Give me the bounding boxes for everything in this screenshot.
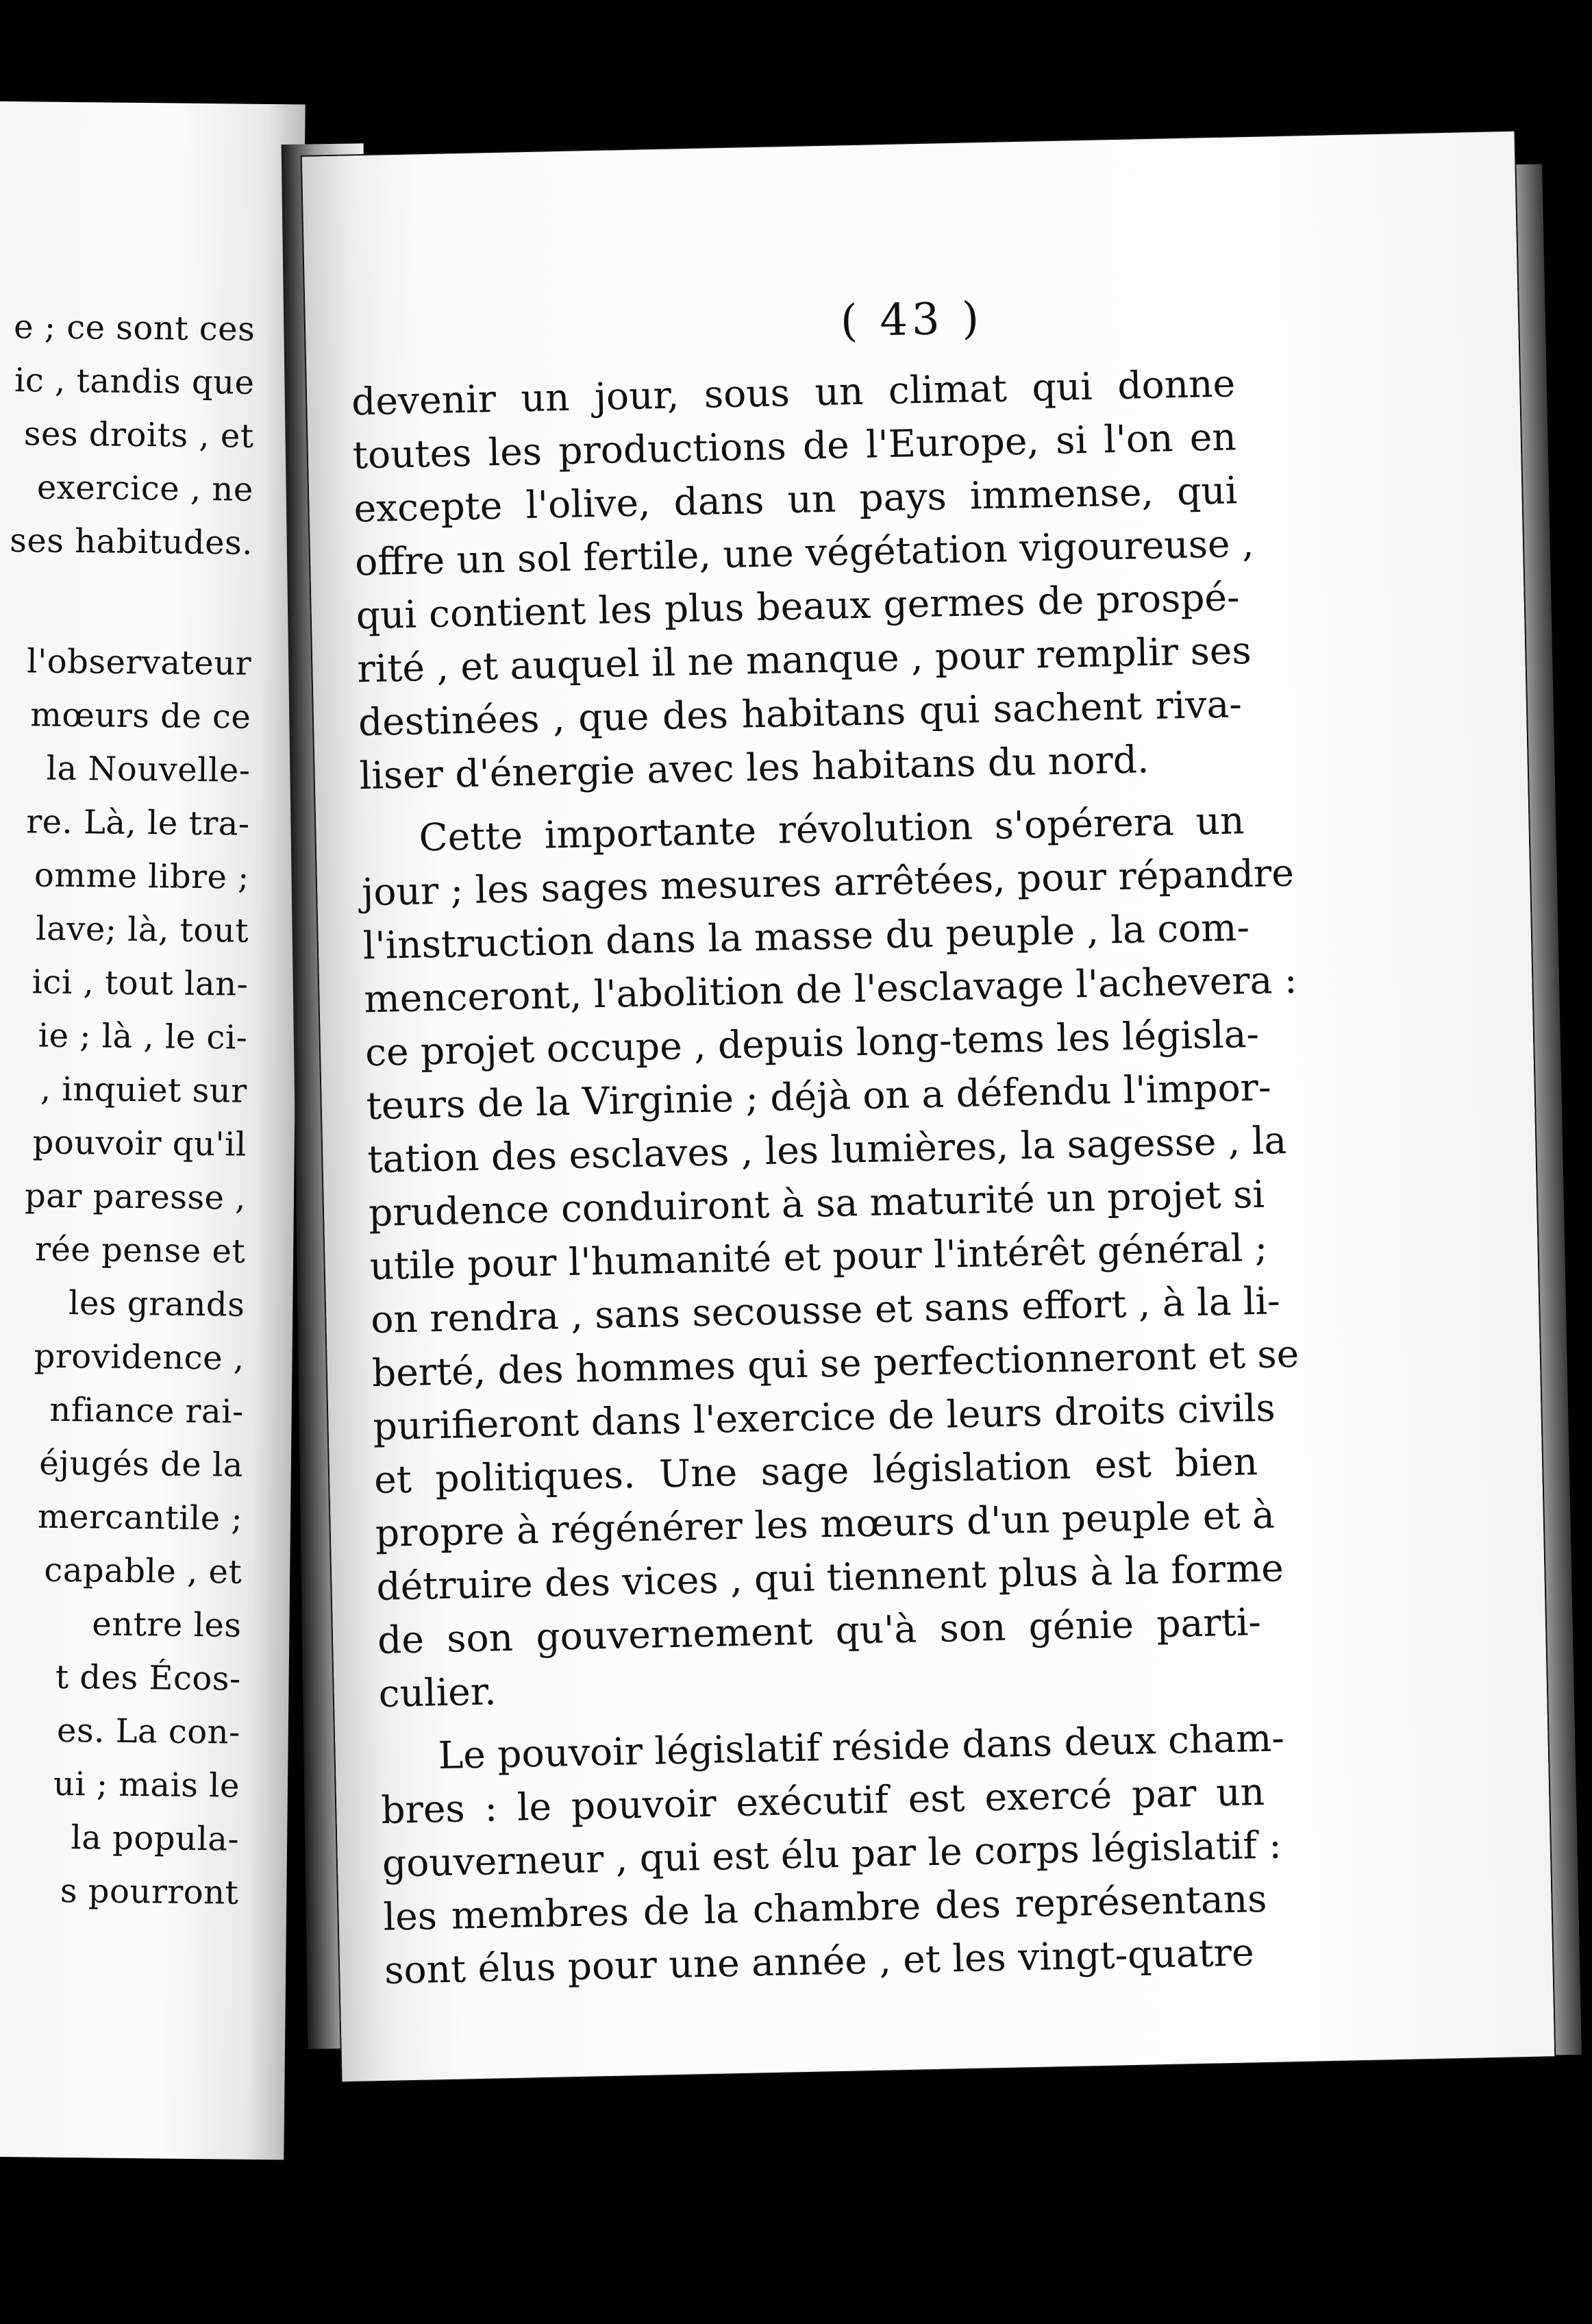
left-page-line: , inquiet sur bbox=[40, 1070, 247, 1111]
paragraph bbox=[351, 356, 1255, 802]
text-line: purifieront dans l'exercice de leurs droits civils bbox=[372, 1385, 1276, 1449]
left-page-line bbox=[0, 578, 252, 580]
left-page-line: les grands bbox=[68, 1284, 245, 1324]
text-line: propre à régénérer les mœurs d'un peuple et à bbox=[375, 1492, 1276, 1556]
body-text bbox=[351, 356, 1299, 1997]
text-line: jour ; les sages mesures arrêtées, pour répandre bbox=[361, 850, 1295, 915]
text-line: tation des esclaves , les lumières, la sagesse , la bbox=[366, 1118, 1287, 1182]
left-page-line: pouvoir qu'il bbox=[32, 1123, 247, 1164]
text-line: sont élus pour une année , et les vingt-quatre bbox=[384, 1930, 1255, 1992]
text-line: prudence conduiront à sa maturité un projet si bbox=[368, 1172, 1265, 1235]
text-line: offre un sol fertile, une végétation vigoureuse , bbox=[354, 521, 1255, 584]
text-line: Le pouvoir législatif réside dans deux cham- bbox=[438, 1716, 1285, 1778]
left-page-text bbox=[0, 101, 306, 1912]
text-line: utile pour l'humanité et pour l'intérêt général ; bbox=[369, 1225, 1268, 1289]
paragraph bbox=[360, 793, 1299, 1720]
left-page-line: lave; là, tout bbox=[35, 909, 249, 950]
text-line: devenir un jour, sous un climat qui donne bbox=[351, 361, 1236, 424]
left-page-line: ses droits , et bbox=[23, 415, 254, 456]
left-page-fragment bbox=[0, 101, 306, 2160]
text-line: rité , et auquel il ne manque , pour remplir ses bbox=[356, 628, 1252, 691]
text-line: détruire des vices , qui tiennent plus à la forme bbox=[375, 1546, 1284, 1609]
left-page-line: e ; ce sont ces bbox=[13, 308, 256, 349]
text-line: qui contient les plus beaux germes de prospé- bbox=[356, 575, 1241, 638]
text-line: culier. bbox=[378, 1669, 497, 1716]
left-page-line: rée pense et bbox=[34, 1230, 246, 1271]
left-page-line: omme libre ; bbox=[34, 856, 250, 897]
text-line: excepte l'olive, dans un pays immense, qui bbox=[353, 468, 1238, 531]
text-line: de son gouvernement qu'à son génie parti- bbox=[377, 1599, 1262, 1662]
left-page-line: par paresse , bbox=[24, 1176, 247, 1217]
text-line: berté, des hommes qui se perfectionneront et se bbox=[371, 1331, 1299, 1396]
text-line: teurs de la Virginie ; déjà on a défendu l'impor- bbox=[366, 1065, 1272, 1128]
text-line: ce projet occupe , depuis long-tems les législa- bbox=[364, 1011, 1260, 1075]
left-page-line: ie ; là , le ci- bbox=[38, 1016, 248, 1057]
left-page-line: ic , tandis que bbox=[14, 361, 255, 402]
text-line: menceront, l'abolition de l'esclavage l'achevera : bbox=[363, 957, 1298, 1022]
paragraph bbox=[380, 1711, 1285, 1997]
left-page-line: l'observateur bbox=[26, 642, 252, 683]
left-page-line: ui ; mais le bbox=[53, 1764, 240, 1805]
left-page-line: s pourront bbox=[60, 1871, 239, 1912]
left-page-line: nfiance rai- bbox=[49, 1390, 245, 1431]
left-page-line: re. Là, le tra- bbox=[25, 802, 250, 843]
left-page-line: la popula- bbox=[71, 1818, 240, 1859]
left-page-line: providence , bbox=[34, 1337, 245, 1378]
left-page-line: la Nouvelle- bbox=[46, 749, 251, 790]
text-line: l'instruction dans la masse du peuple , la com- bbox=[362, 905, 1250, 968]
text-line: les membres de la chambre des représentans bbox=[382, 1876, 1267, 1939]
text-line: Cette importante révolution s'opérera un bbox=[418, 798, 1245, 860]
page-number: ( 43 ) bbox=[840, 293, 984, 347]
text-line: gouverneur , qui est élu par le corps législatif : bbox=[382, 1822, 1282, 1886]
left-page-line: es. La con- bbox=[56, 1711, 241, 1752]
right-page bbox=[302, 132, 1554, 2081]
text-line: toutes les productions de l'Europe, si l'on en bbox=[352, 415, 1237, 478]
text-line: bres : le pouvoir exécutif est exercé par un bbox=[380, 1769, 1265, 1832]
text-line: liser d'énergie avec les habitans du nord. bbox=[359, 737, 1150, 798]
left-page-line: mercantile ; bbox=[37, 1497, 243, 1538]
text-line: on rendra , sans secousse et sans effort , à la li- bbox=[370, 1278, 1281, 1342]
left-page-line: entre les bbox=[92, 1605, 242, 1645]
left-page-line: ici , tout lan- bbox=[32, 963, 249, 1004]
left-page-line: exercice , ne bbox=[36, 468, 254, 509]
left-page-line: capable , et bbox=[44, 1550, 242, 1592]
text-line: destinées , que des habitans qui sachent riva- bbox=[358, 682, 1243, 745]
text-line: et politiques. Une sage législation est bien bbox=[373, 1439, 1258, 1503]
left-page-line: éjugés de la bbox=[39, 1444, 244, 1485]
left-page-line: ses habitudes. bbox=[9, 521, 253, 563]
left-page-line: mœurs de ce bbox=[30, 695, 251, 737]
left-page-line: t des Écos- bbox=[55, 1657, 241, 1698]
